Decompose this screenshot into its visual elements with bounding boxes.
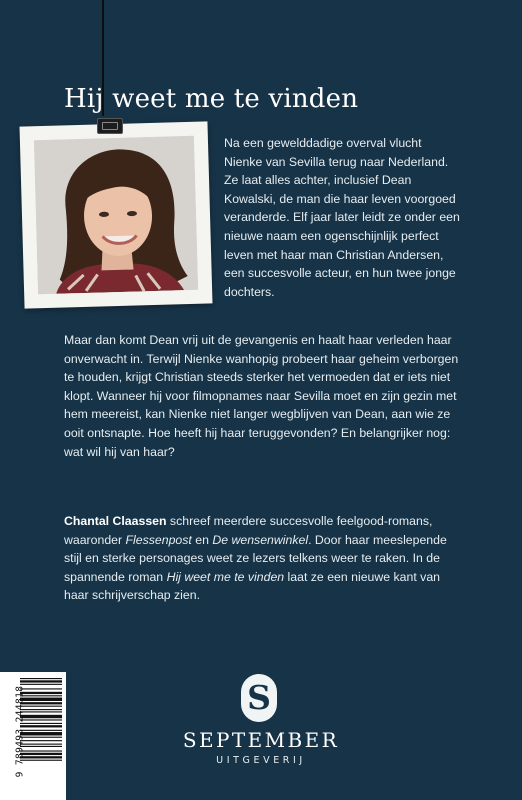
barcode-bar — [20, 695, 62, 696]
barcode-bar — [20, 730, 62, 731]
author-book-2: De wensenwinkel — [212, 532, 309, 547]
barcode-bar — [20, 725, 62, 727]
barcode-bars — [0, 672, 66, 800]
book-title: Hij weet me te vinden — [64, 84, 359, 114]
barcode-bar — [20, 756, 62, 758]
barcode-bar — [20, 732, 62, 735]
author-name: Chantal Claassen — [64, 514, 167, 528]
publisher-imprint: UITGEVERIJ — [216, 755, 306, 766]
author-bio-text-4: laat ze een nieuwe kant van haar schrijverschap zien. — [64, 569, 440, 603]
barcode-bar — [20, 702, 62, 704]
barcode-bar — [20, 760, 62, 761]
barcode-bar — [20, 719, 62, 720]
publisher-logo-icon — [241, 674, 277, 722]
isbn-digits: 9 789493 244818 — [14, 685, 26, 778]
publisher-logo-letter: S — [247, 678, 271, 717]
barcode-bar — [20, 678, 62, 679]
barcode-bar — [20, 744, 62, 745]
author-bio — [64, 512, 460, 605]
author-portrait — [34, 136, 198, 294]
author-bio-text-2: en — [191, 532, 213, 547]
barcode-bar — [20, 684, 62, 685]
barcode-bar — [20, 698, 62, 701]
binder-clip-icon — [97, 118, 123, 134]
barcode-bar — [20, 715, 62, 718]
blurb-paragraph-2: Maar dan komt Dean vrij uit de gevangenis en haalt haar verleden haar onverwacht in. Terwijl Nienke wanhopig probeert haar geheim verborgen te houden, krijgt Christian steeds sterker het vermoeden dat er iets niet klopt. Wanneer hij voor filmopnames naar Sevilla moet en zijn gezin met hem meereist, kan Nienke niet langer wegblijven van Dean, aan wie ze ooit ontsnapte. Hoe heeft hij haar teruggevonden? En belangrijker nog: wat wil hij van haar? — [64, 333, 459, 459]
barcode-bar — [20, 737, 62, 738]
author-book-1: Flessenpost — [125, 532, 192, 547]
author-bio-text-3: . Door haar meeslepende stijl en sterke personages weet ze lezers telkens weer te raken. In de spannende roman — [64, 532, 447, 584]
author-portrait-illustration — [34, 136, 198, 294]
barcode-bar — [20, 692, 62, 694]
barcode-bar — [20, 740, 62, 741]
barcode-bar — [20, 711, 62, 712]
barcode-bar — [20, 723, 62, 724]
blurb-paragraph-1: Na een gewelddadige overval vlucht Nienke van Sevilla terug naar Nederland. Ze laat alles achter, inclusief Dean Kowalski, de man die haar leven voorgoed veranderde. Elf jaar later leidt ze onder een nieuwe naam een ogenschijnlijk perfect leven met haar man Christian Andersen, een succesvolle acteur, en hun twee jonge dochters. — [224, 136, 460, 299]
barcode-bar — [20, 706, 62, 707]
barcode-bar — [20, 753, 62, 755]
barcode-bar — [20, 750, 62, 751]
barcode-bar — [20, 746, 62, 747]
barcode-bar — [20, 709, 62, 710]
barcode-bar — [20, 688, 62, 689]
author-bio-text-1: schreef meerdere succesvolle feelgood-romans, waaronder — [64, 514, 433, 547]
author-book-3: Hij weet me te vinden — [166, 569, 285, 584]
barcode-bar — [20, 680, 62, 682]
isbn-barcode — [0, 672, 66, 800]
publisher-name: SEPTEMBER — [182, 728, 340, 752]
author-photo — [19, 121, 212, 308]
